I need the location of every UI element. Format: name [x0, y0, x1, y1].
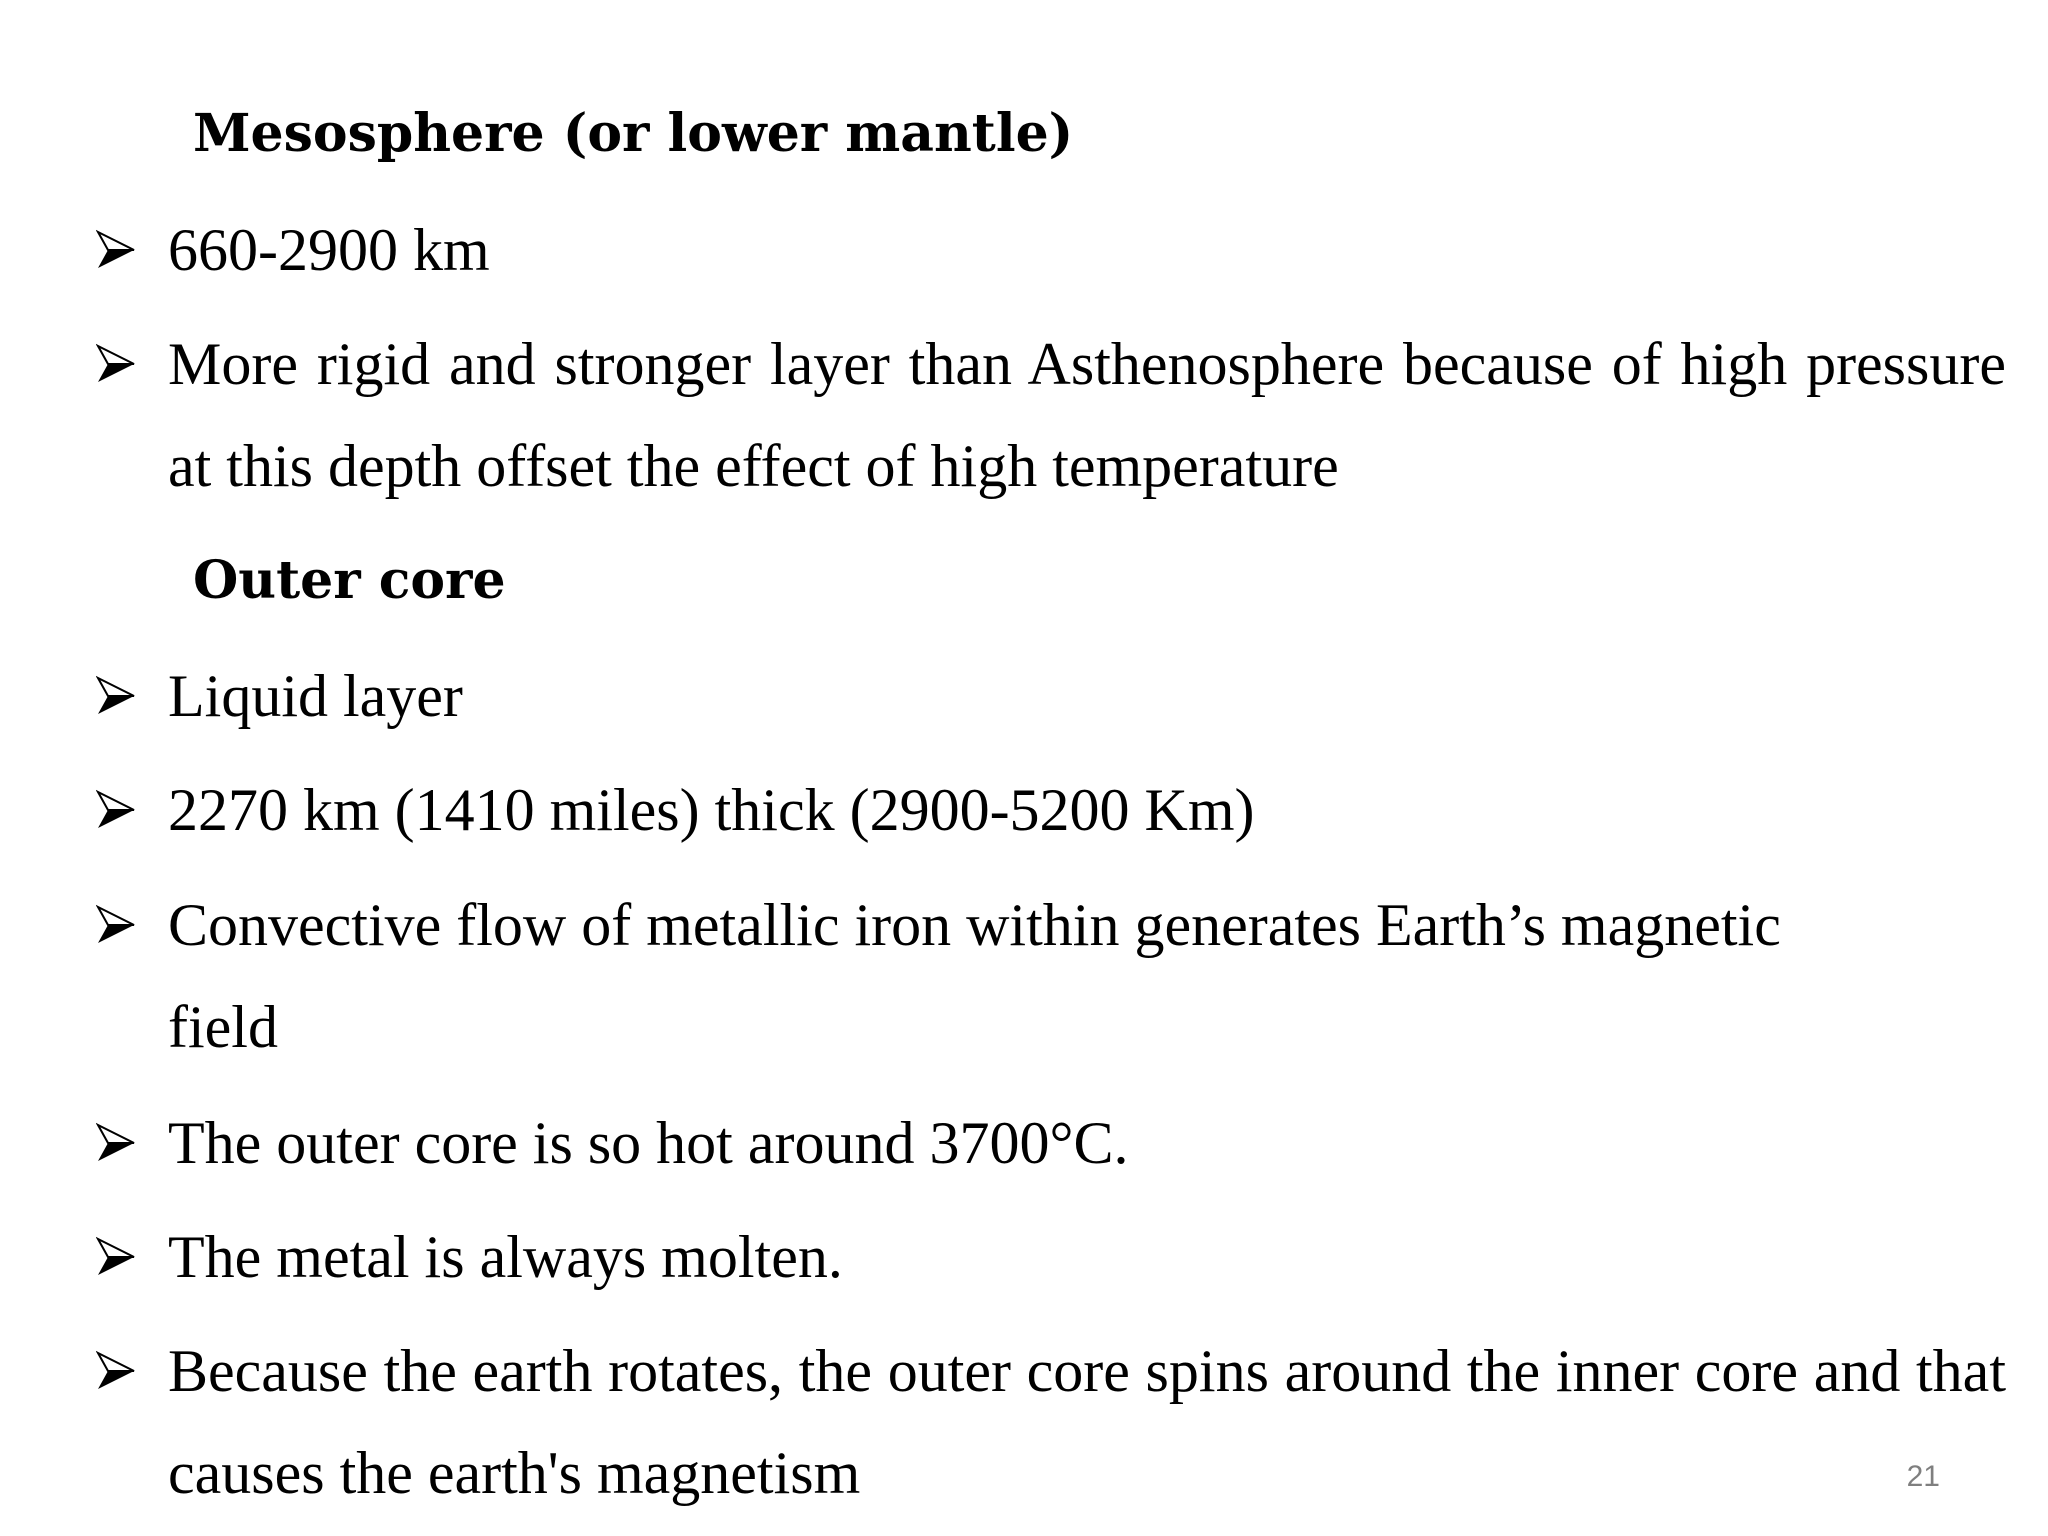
- section-heading-mesosphere: Mesosphere (or lower mantle): [193, 103, 1074, 164]
- arrowhead-bullet-icon: [96, 1121, 136, 1165]
- bullet-text: More rigid and stronger layer than Asthenosphere because of high pressure at this depth offset the effect of high temperature: [168, 331, 2006, 499]
- arrowhead-bullet-icon: [96, 1235, 136, 1279]
- bullet-item: [96, 663, 2006, 747]
- bullet-text: Liquid layer: [168, 663, 463, 729]
- bullet-text: Because the earth rotates, the outer core spins around the inner core and that causes the earth's magnetism: [168, 1338, 2006, 1506]
- bullet-text: Convective flow of metallic iron within generates Earth’s magnetic field: [168, 892, 1781, 1060]
- bullet-text: 2270 km (1410 miles) thick (2900-5200 Km): [168, 777, 1255, 843]
- arrowhead-bullet-icon: [96, 903, 136, 947]
- bullet-item: [96, 1110, 2006, 1194]
- bullet-item: [96, 777, 2006, 861]
- arrowhead-bullet-icon: [96, 342, 136, 386]
- bullet-item: [96, 1224, 2006, 1308]
- bullet-text: The outer core is so hot around 3700°C.: [168, 1110, 1129, 1176]
- bullet-item: [96, 217, 2006, 301]
- page-number: 21: [1906, 1460, 1940, 1493]
- arrowhead-bullet-icon: [96, 788, 136, 832]
- arrowhead-bullet-icon: [96, 1349, 136, 1393]
- bullet-item: [96, 331, 2006, 517]
- section-heading-outer-core: Outer core: [193, 550, 506, 611]
- arrowhead-bullet-icon: [96, 228, 136, 272]
- bullet-text: 660-2900 km: [168, 217, 490, 283]
- arrowhead-bullet-icon: [96, 674, 136, 718]
- bullet-item: [96, 1338, 2006, 1524]
- bullet-text: The metal is always molten.: [168, 1224, 843, 1290]
- bullet-item: [96, 892, 2006, 1078]
